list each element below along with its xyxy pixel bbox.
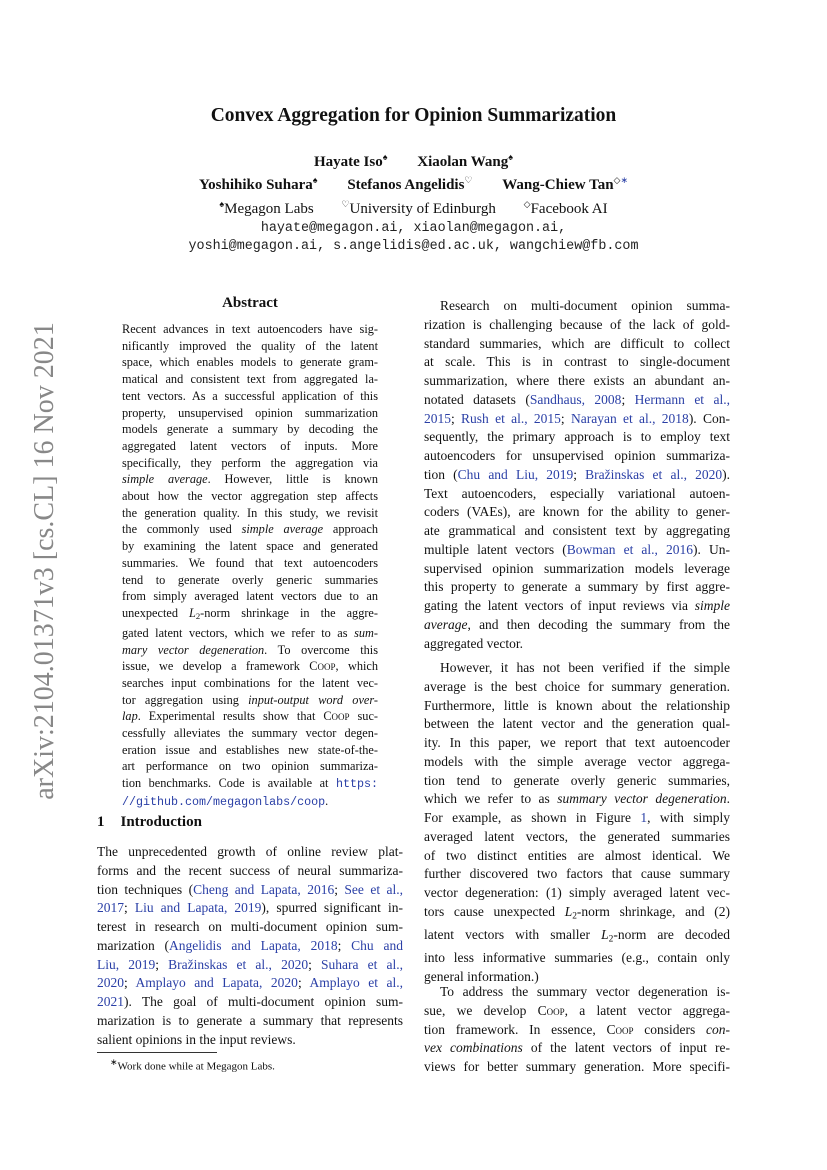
- text-line: [424, 616, 730, 635]
- text-run: property, unsupervised opinion summarization: [122, 405, 378, 420]
- text-run: specifically, they perform the aggregation via: [122, 455, 378, 470]
- text-line: [122, 555, 378, 572]
- text-line: [424, 809, 730, 828]
- text-line: [424, 1039, 730, 1058]
- citation-link[interactable]: Narayan et al., 2018: [570, 410, 689, 426]
- text-run: tion techniques (: [97, 881, 194, 897]
- text-run: sequently, the primary approach is to employ text: [424, 429, 730, 445]
- right-paragraph-3: [424, 983, 730, 1077]
- text-line: [424, 697, 730, 716]
- text-line: [424, 597, 730, 616]
- text-run: this property to generate a summary by first aggre-: [424, 579, 730, 595]
- affiliation: ◇Facebook AI: [523, 199, 608, 217]
- text-line: [424, 447, 730, 466]
- author-name: Hayate Iso♠: [313, 152, 388, 170]
- italic-text: L: [601, 926, 609, 942]
- citation-link[interactable]: 2020: [97, 975, 124, 991]
- text-line: [97, 937, 403, 956]
- text-line: [97, 993, 403, 1012]
- system-name: Coop: [537, 1002, 565, 1018]
- text-run: aggregated latent vectors of inputs. More: [122, 438, 378, 453]
- text-line: [424, 865, 730, 884]
- subscript: 2: [608, 934, 614, 945]
- text-run: matical and consistent text from aggregated la-: [122, 372, 378, 387]
- code-link[interactable]: //github.com/megagonlabs/coop: [122, 794, 326, 809]
- text-run: general information.): [424, 968, 539, 984]
- text-line: [122, 405, 378, 422]
- system-name: Coop: [606, 1021, 634, 1037]
- text-run: issue, we develop a framework: [122, 659, 310, 674]
- text-line: [424, 772, 730, 791]
- italic-text: L: [189, 605, 196, 620]
- text-run: ;: [337, 937, 352, 953]
- text-run: , which: [335, 659, 378, 674]
- abstract-heading: Abstract: [222, 295, 278, 311]
- text-run: from simply averaged latent vectors due to an: [122, 589, 378, 604]
- text-run: ). Con-: [688, 410, 730, 426]
- text-line: [424, 847, 730, 866]
- text-run: ity. In this paper, we report that text autoencoder: [424, 735, 730, 750]
- citation-link[interactable]: Rush et al., 2015: [461, 410, 561, 426]
- text-line: [424, 578, 730, 597]
- citation-link[interactable]: Chu and: [351, 937, 403, 953]
- affiliation: ♠Megagon Labs: [219, 199, 314, 217]
- citation-link[interactable]: Hermann et al.,: [634, 391, 730, 407]
- text-run: tors cause unexpected: [424, 903, 565, 919]
- text-line: [97, 862, 403, 881]
- text-line: [97, 956, 403, 975]
- text-line: [122, 371, 378, 388]
- text-run: about how the vector aggregation step affects: [122, 489, 378, 504]
- text-run: cessfully alleviates the summary vector degen-: [122, 726, 378, 741]
- text-run: into less informative summaries (e.g., contain only: [424, 949, 730, 965]
- text-line: [424, 297, 730, 316]
- text-line: [122, 321, 378, 338]
- text-run: -norm shrinkage in the aggre-: [200, 605, 378, 620]
- text-line: [424, 541, 730, 560]
- italic-text: simple average: [122, 472, 208, 487]
- subscript: 2: [195, 611, 201, 622]
- text-run: ). Un-: [693, 541, 730, 557]
- text-run: ;: [573, 466, 586, 482]
- text-run: aggregated vector.: [424, 635, 523, 651]
- text-run: ;: [308, 956, 321, 972]
- text-line: [122, 675, 378, 692]
- citation-link[interactable]: Bražinskas et al., 2020: [168, 956, 309, 972]
- text-run: . However, little is known: [207, 472, 378, 487]
- footnote-divider: [97, 1052, 217, 1053]
- text-line: [122, 775, 378, 793]
- text-run: the commonly used: [122, 522, 242, 537]
- text-run: eration issue and establishes new state-of-the-: [122, 742, 378, 757]
- text-run: multiple latent vectors (: [424, 541, 567, 557]
- text-line: [122, 708, 378, 725]
- text-run: For example, as shown in Figure: [424, 810, 641, 825]
- text-line: [424, 335, 730, 354]
- text-line: [424, 353, 730, 372]
- text-line: [424, 790, 730, 809]
- right-paragraph-1: [424, 297, 730, 653]
- text-line: [424, 949, 730, 968]
- arxiv-identifier: arXiv:2104.01371v3 [cs.CL] 16 Nov 2021: [29, 322, 60, 800]
- text-run: The unprecedented growth of online review plat-: [97, 844, 403, 859]
- text-run: ;: [621, 391, 635, 407]
- text-run: ).: [722, 466, 730, 482]
- text-run: by examining the latent space and generated: [122, 539, 378, 554]
- text-line: [424, 410, 730, 429]
- text-line: [424, 391, 730, 410]
- text-line: [424, 926, 730, 949]
- text-run: ), spurred significant in-: [261, 900, 403, 916]
- author-name: Yoshihiko Suhara♠: [198, 175, 318, 193]
- text-line: [122, 388, 378, 405]
- text-run: Furthermore, little is known about the relationship: [424, 697, 730, 713]
- text-run: -norm shrinkage, and (2): [576, 903, 730, 919]
- text-line: [122, 758, 378, 775]
- text-line: [424, 828, 730, 847]
- text-run: of the latent vectors of input re-: [522, 1040, 730, 1056]
- text-line: [424, 428, 730, 447]
- text-line: [424, 678, 730, 697]
- text-run: suc-: [349, 709, 378, 724]
- citation-link[interactable]: 2021: [97, 994, 124, 1009]
- text-line: [122, 338, 378, 355]
- italic-text: vex combinations: [424, 1040, 523, 1056]
- text-line: [424, 503, 730, 522]
- text-run: views for better summary generation. More specifi-: [424, 1059, 730, 1074]
- text-line: [424, 1058, 730, 1077]
- citation-link[interactable]: 1: [640, 810, 648, 825]
- text-line: [424, 522, 730, 541]
- text-run: Research on multi-document opinion summa-: [440, 298, 730, 313]
- citation-link[interactable]: 2015: [424, 410, 451, 426]
- text-line: [122, 658, 378, 675]
- text-run: Recent advances in text autoencoders have sig-: [122, 322, 378, 336]
- author-name: Stefanos Angelidis♡: [347, 175, 473, 193]
- text-run: ). The goal of multi-document opinion sum-: [124, 994, 403, 1009]
- text-run: Text autoencoders, especially variational autoen-: [424, 485, 730, 501]
- italic-text: mary vector degeneration: [122, 642, 265, 657]
- italic-text: simple average: [241, 522, 324, 537]
- text-run: models generate a summary by decoding the: [122, 422, 378, 437]
- text-run: approach: [323, 522, 378, 537]
- text-line: [122, 605, 378, 625]
- text-line: [122, 572, 378, 589]
- text-run: ;: [334, 881, 345, 897]
- italic-text: summary vector degeneration: [557, 791, 727, 807]
- text-run: gated latent vectors, which we refer to as: [122, 625, 355, 640]
- text-run: marization (: [97, 937, 170, 953]
- text-line: [424, 466, 730, 485]
- text-line: [122, 588, 378, 605]
- citation-link[interactable]: Liu and Lapata, 2019: [134, 900, 262, 916]
- text-run: ate grammatical and consistent text by aggregating: [424, 523, 730, 538]
- text-run: , a latent vector aggrega-: [564, 1002, 730, 1018]
- text-run: ;: [560, 410, 571, 426]
- text-run: nificantly improved the quality of the latent: [122, 338, 378, 353]
- text-run: gating the latent vectors of input reviews via: [424, 598, 695, 613]
- text-line: [424, 734, 730, 753]
- system-name: Coop: [309, 659, 336, 674]
- text-line: [122, 421, 378, 438]
- author-name: Wang-Chiew Tan◇∗: [502, 175, 629, 193]
- text-run: terest in research on multi-document opinion sum-: [97, 919, 403, 934]
- italic-text: sum-: [354, 625, 378, 640]
- text-line: [97, 1031, 403, 1050]
- text-line: [424, 715, 730, 734]
- text-line: [97, 1012, 403, 1031]
- text-line: [122, 354, 378, 371]
- section-title: Introduction: [120, 814, 202, 830]
- text-line: [97, 974, 403, 993]
- code-link[interactable]: https:: [335, 777, 378, 792]
- text-run: However, it has not been verified if the simple: [440, 660, 730, 675]
- text-line: [122, 742, 378, 759]
- text-line: [97, 918, 403, 937]
- text-line: [424, 753, 730, 772]
- citation-link[interactable]: Liu, 2019: [97, 956, 156, 972]
- text-run: considers: [633, 1021, 706, 1037]
- text-run: at scale. This is in contrast to single-document: [424, 354, 730, 370]
- text-run: tor aggregation using: [122, 692, 249, 707]
- emails-line-1: hayate@megagon.ai, xiaolan@megagon.ai,: [260, 221, 567, 236]
- text-run: ;: [124, 975, 136, 991]
- text-line: [424, 983, 730, 1002]
- text-line: [122, 505, 378, 522]
- abstract-body: [122, 321, 378, 811]
- text-run: ;: [451, 410, 462, 426]
- text-run: coders (VAEs), are known for the ability to gener-: [424, 504, 730, 520]
- emails-line-2: yoshi@megagon.ai, s.angelidis@ed.ac.uk, wangchiew@fb.com: [188, 239, 639, 254]
- text-run: notated datasets (: [424, 391, 530, 407]
- text-line: [122, 642, 378, 659]
- citation-link[interactable]: Cheng and Lapata, 2016: [193, 881, 335, 897]
- text-run: standard summaries, which are difficult to collect: [424, 335, 730, 351]
- text-line: [424, 659, 730, 678]
- text-run: summaries. We found that text autoencoders: [122, 555, 378, 570]
- text-run: searches input combinations for the latent vec-: [122, 675, 378, 690]
- text-run: . Experimental results show that: [137, 709, 324, 724]
- affiliations: [0, 199, 827, 218]
- text-line: [122, 538, 378, 555]
- section-heading-introduction: [97, 814, 202, 831]
- text-run: tion framework. In essence,: [424, 1021, 607, 1037]
- text-line: [122, 521, 378, 538]
- text-line: [424, 884, 730, 903]
- italic-text: con-: [705, 1021, 730, 1037]
- text-run: tion (: [424, 466, 458, 482]
- text-run: sue, we develop: [424, 1002, 538, 1018]
- text-run: supervised opinion summarization models leverage: [424, 560, 730, 576]
- paper-title: Convex Aggregation for Opinion Summarization: [210, 105, 617, 126]
- text-run: models with the simple average vector aggrega-: [424, 753, 730, 769]
- italic-text: lap: [122, 709, 138, 724]
- right-paragraph-2: [424, 659, 730, 986]
- citation-link[interactable]: Bražinskas et al., 2020: [585, 466, 723, 482]
- text-run: rization is challenging because of the lack of gold-: [424, 316, 730, 332]
- text-line: [122, 793, 378, 811]
- text-line: [122, 488, 378, 505]
- text-run: To address the summary vector degeneration is-: [440, 984, 730, 999]
- text-run: autoencoders for unsupervised opinion summariza-: [424, 448, 730, 463]
- italic-text: L: [564, 903, 573, 919]
- text-run: , and then decoding the summary from the: [467, 616, 730, 632]
- text-run: .: [726, 791, 730, 807]
- text-run: tion tend to generate overly generic summaries,: [424, 772, 730, 788]
- author-name: Xiaolan Wang♠: [417, 152, 514, 170]
- text-line: [424, 316, 730, 335]
- text-run: between the latent vector and the generation qual-: [424, 716, 730, 732]
- text-line: [97, 881, 403, 900]
- citation-link[interactable]: See et al.,: [344, 881, 403, 897]
- text-line: [122, 692, 378, 709]
- text-run: .: [325, 793, 329, 808]
- authors-line-1: [0, 152, 827, 171]
- italic-text: input-output word over-: [248, 692, 378, 707]
- text-line: [97, 899, 403, 918]
- citation-link[interactable]: 2017: [97, 900, 124, 916]
- text-run: space, which enables models to generate gram-: [122, 355, 378, 370]
- text-run: vector degeneration: (1) simply averaged latent vec-: [424, 885, 730, 900]
- text-run: salient opinions in the input reviews.: [97, 1031, 296, 1047]
- text-run: art performance on two opinion summariza-: [122, 759, 378, 774]
- citation-link[interactable]: Chu and Liu, 2019: [457, 466, 574, 482]
- footnote-link[interactable]: ∗: [620, 175, 629, 185]
- footnote: ∗Work done while at Megagon Labs.: [110, 1057, 275, 1073]
- text-run: the generation quality. In this study, we revisit: [122, 505, 378, 520]
- text-run: further discovered two factors that cause summary: [424, 866, 730, 882]
- text-line: [424, 372, 730, 391]
- text-line: [424, 485, 730, 504]
- text-run: tent vectors. As a successful application of this: [122, 388, 378, 403]
- system-name: Coop: [323, 709, 350, 724]
- citation-link[interactable]: Bowman et al., 2016: [566, 541, 694, 557]
- citation-link[interactable]: Amplayo et al.,: [309, 975, 403, 991]
- text-run: tion benchmarks. Code is available at: [122, 776, 336, 791]
- text-run: forms and the recent success of neural summariza-: [97, 862, 403, 878]
- text-run: ;: [124, 900, 135, 916]
- text-line: [122, 471, 378, 488]
- text-run: unexpected: [122, 605, 189, 620]
- text-line: [424, 1021, 730, 1040]
- text-run: latent vectors with smaller: [424, 926, 602, 942]
- authors-line-2: [0, 175, 827, 194]
- text-run: -norm are decoded: [613, 926, 730, 942]
- text-line: [424, 560, 730, 579]
- citation-link[interactable]: Sandhaus, 2008: [529, 391, 622, 407]
- text-line: [424, 635, 730, 654]
- text-run: tend to generate overly generic summaries: [122, 572, 378, 587]
- text-line: [122, 625, 378, 642]
- text-run: . To overcome this: [264, 642, 378, 657]
- text-line: [122, 438, 378, 455]
- text-run: of two distinct entities are almost identical. We: [424, 847, 730, 863]
- text-line: [122, 455, 378, 472]
- text-run: summarization, where there exists an abundant an-: [424, 373, 730, 388]
- text-line: [424, 903, 730, 926]
- text-line: [122, 725, 378, 742]
- text-run: ;: [297, 975, 310, 991]
- text-run: ;: [155, 956, 169, 972]
- citation-link[interactable]: Amplayo and Lapata, 2020: [135, 975, 298, 991]
- text-run: averaged latent vectors, the generated summaries: [424, 828, 730, 844]
- section-number: 1: [97, 814, 105, 830]
- citation-link[interactable]: Angelidis and Lapata, 2018: [169, 937, 338, 953]
- text-line: [424, 1002, 730, 1021]
- text-run: average is the best choice for summary generation.: [424, 678, 730, 694]
- intro-paragraph: [97, 843, 403, 1049]
- affiliation: ♡University of Edinburgh: [341, 199, 496, 217]
- text-run: which we refer to as: [424, 791, 558, 807]
- text-run: marization is to generate a summary that represents: [97, 1012, 403, 1028]
- italic-text: simple: [694, 598, 730, 613]
- text-line: [97, 843, 403, 862]
- subscript: 2: [572, 911, 577, 922]
- italic-text: average: [424, 616, 468, 632]
- text-run: , with simply: [647, 810, 730, 825]
- citation-link[interactable]: Suhara et al.,: [320, 956, 403, 972]
